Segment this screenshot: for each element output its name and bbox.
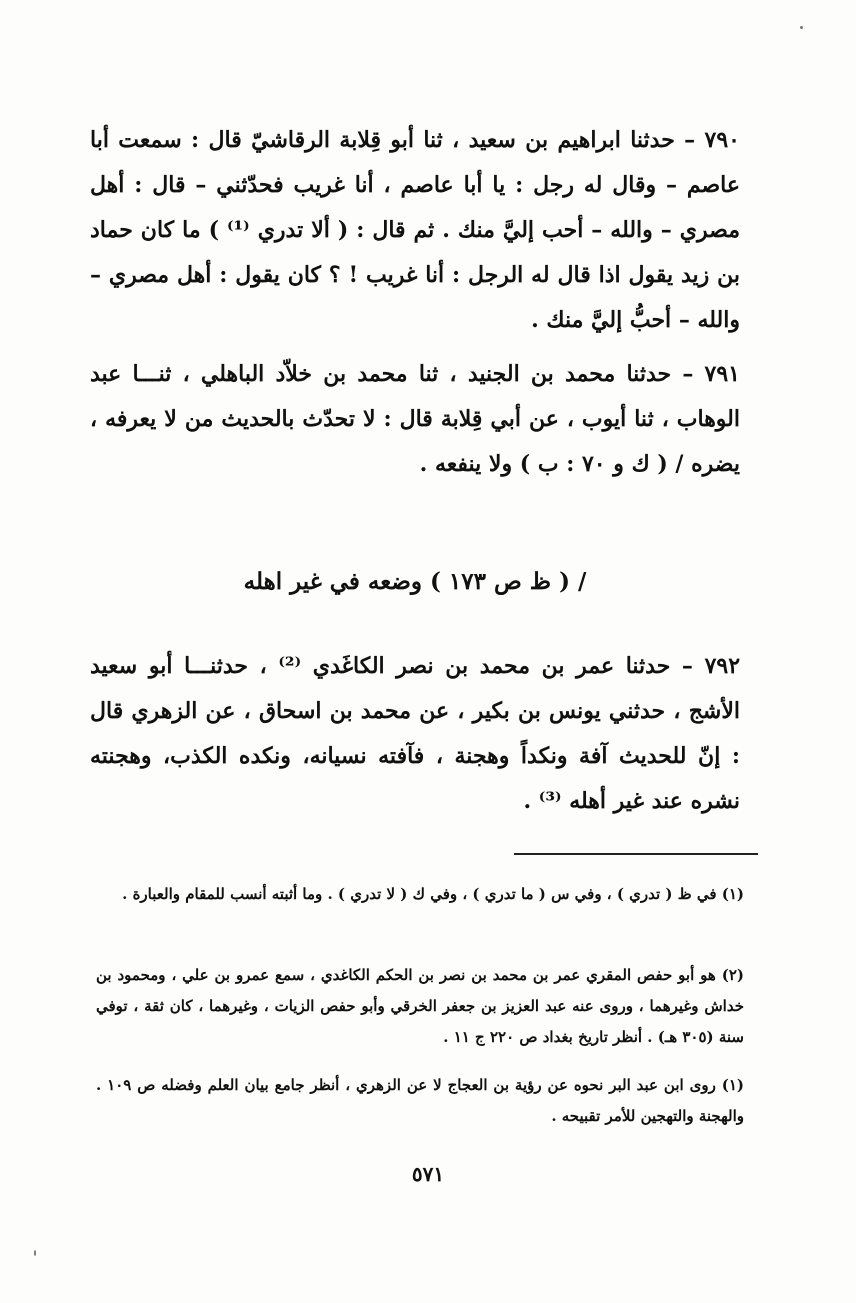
page-number: ٥٧١ [411,1162,445,1186]
hadith-paragraph-792: ٧٩٢ – حدثنا عمر بن محمد بن نصر الكاغَدي ⁽²⁾ ، حدثنـــا أبو سعيد الأشج ، حدثني يونس بن بكير ، عن محمد بن اسحاق ، عن الزهري قال : إنّ للحديث آفة ونكداً وهجنة ، فآفته نسيانه، ونكده الكذب، وهجنته نشره عند غير أهله ⁽³⁾ . [90,653,741,814]
scan-speck [800,26,803,29]
section-heading: / ( ظ ص ١٧٣ ) وضعه في غير اهله [243,568,587,595]
footnote-3: (١) روى ابن عبد البر نحوه عن رؤية بن العجاج لا عن الزهري ، أنظر جامع بيان العلم وفضله ص ١٠٩ . والهجنة والتهجين للأمر تقبيحه . [96,1076,744,1125]
hadith-paragraph-791: ٧٩١ – حدثنا محمد بن الجنيد ، ثنا محمد بن خلاّد الباهلي ، ثنـــا عبد الوهاب ، ثنا أيوب ، عن أبي قِلابة قال : لا تحدّث بالحديث من لا يعرفه ، يضره / ( ك و ٧٠ : ب ) ولا ينفعه . [90,361,740,477]
scan-speck [34,1250,36,1256]
hadith-paragraph-790: ٧٩٠ – حدثنا ابراهيم بن سعيد ، ثنا أبو قِلابة الرقاشيّ قال : سمعت أبا عاصم – وقال له رجل : يا أبا عاصم ، أنا غريب فحدّثني – قال : أهل مصري – والله – أحب إليَّ منك . ثم قال : ( ألا تدري ⁽¹⁾ ) ما كان حماد بن زيد يقول اذا قال له الرجل : أنا غريب ! ؟ كان يقول : أهل مصري – والله – أحبُّ إليَّ منك . [90,127,740,333]
footnote-1: (١) في ظ ( تدري ) ، وفي س ( ما تدري ) ، وفي ك ( لا تدري ) . وما أثبته أنسب للمقام والعبارة . [122,885,744,903]
footnote-2: (٢) هو أبو حفص المقري عمر بن محمد بن نصر بن الحكم الكاغدي ، سمع عمرو بن علي ، ومحمود بن خداش وغيرهما ، وروى عنه عبد العزيز بن جعفر الخرقي وأبو حفص الزيات ، وغيرهما ، كان ثقة ، توفي سنة (٣٠٥ هـ) . أنظر تاريخ بغداد ص ٢٢٠ ج ١١ . [96,966,744,1046]
footnote-divider [514,853,758,855]
